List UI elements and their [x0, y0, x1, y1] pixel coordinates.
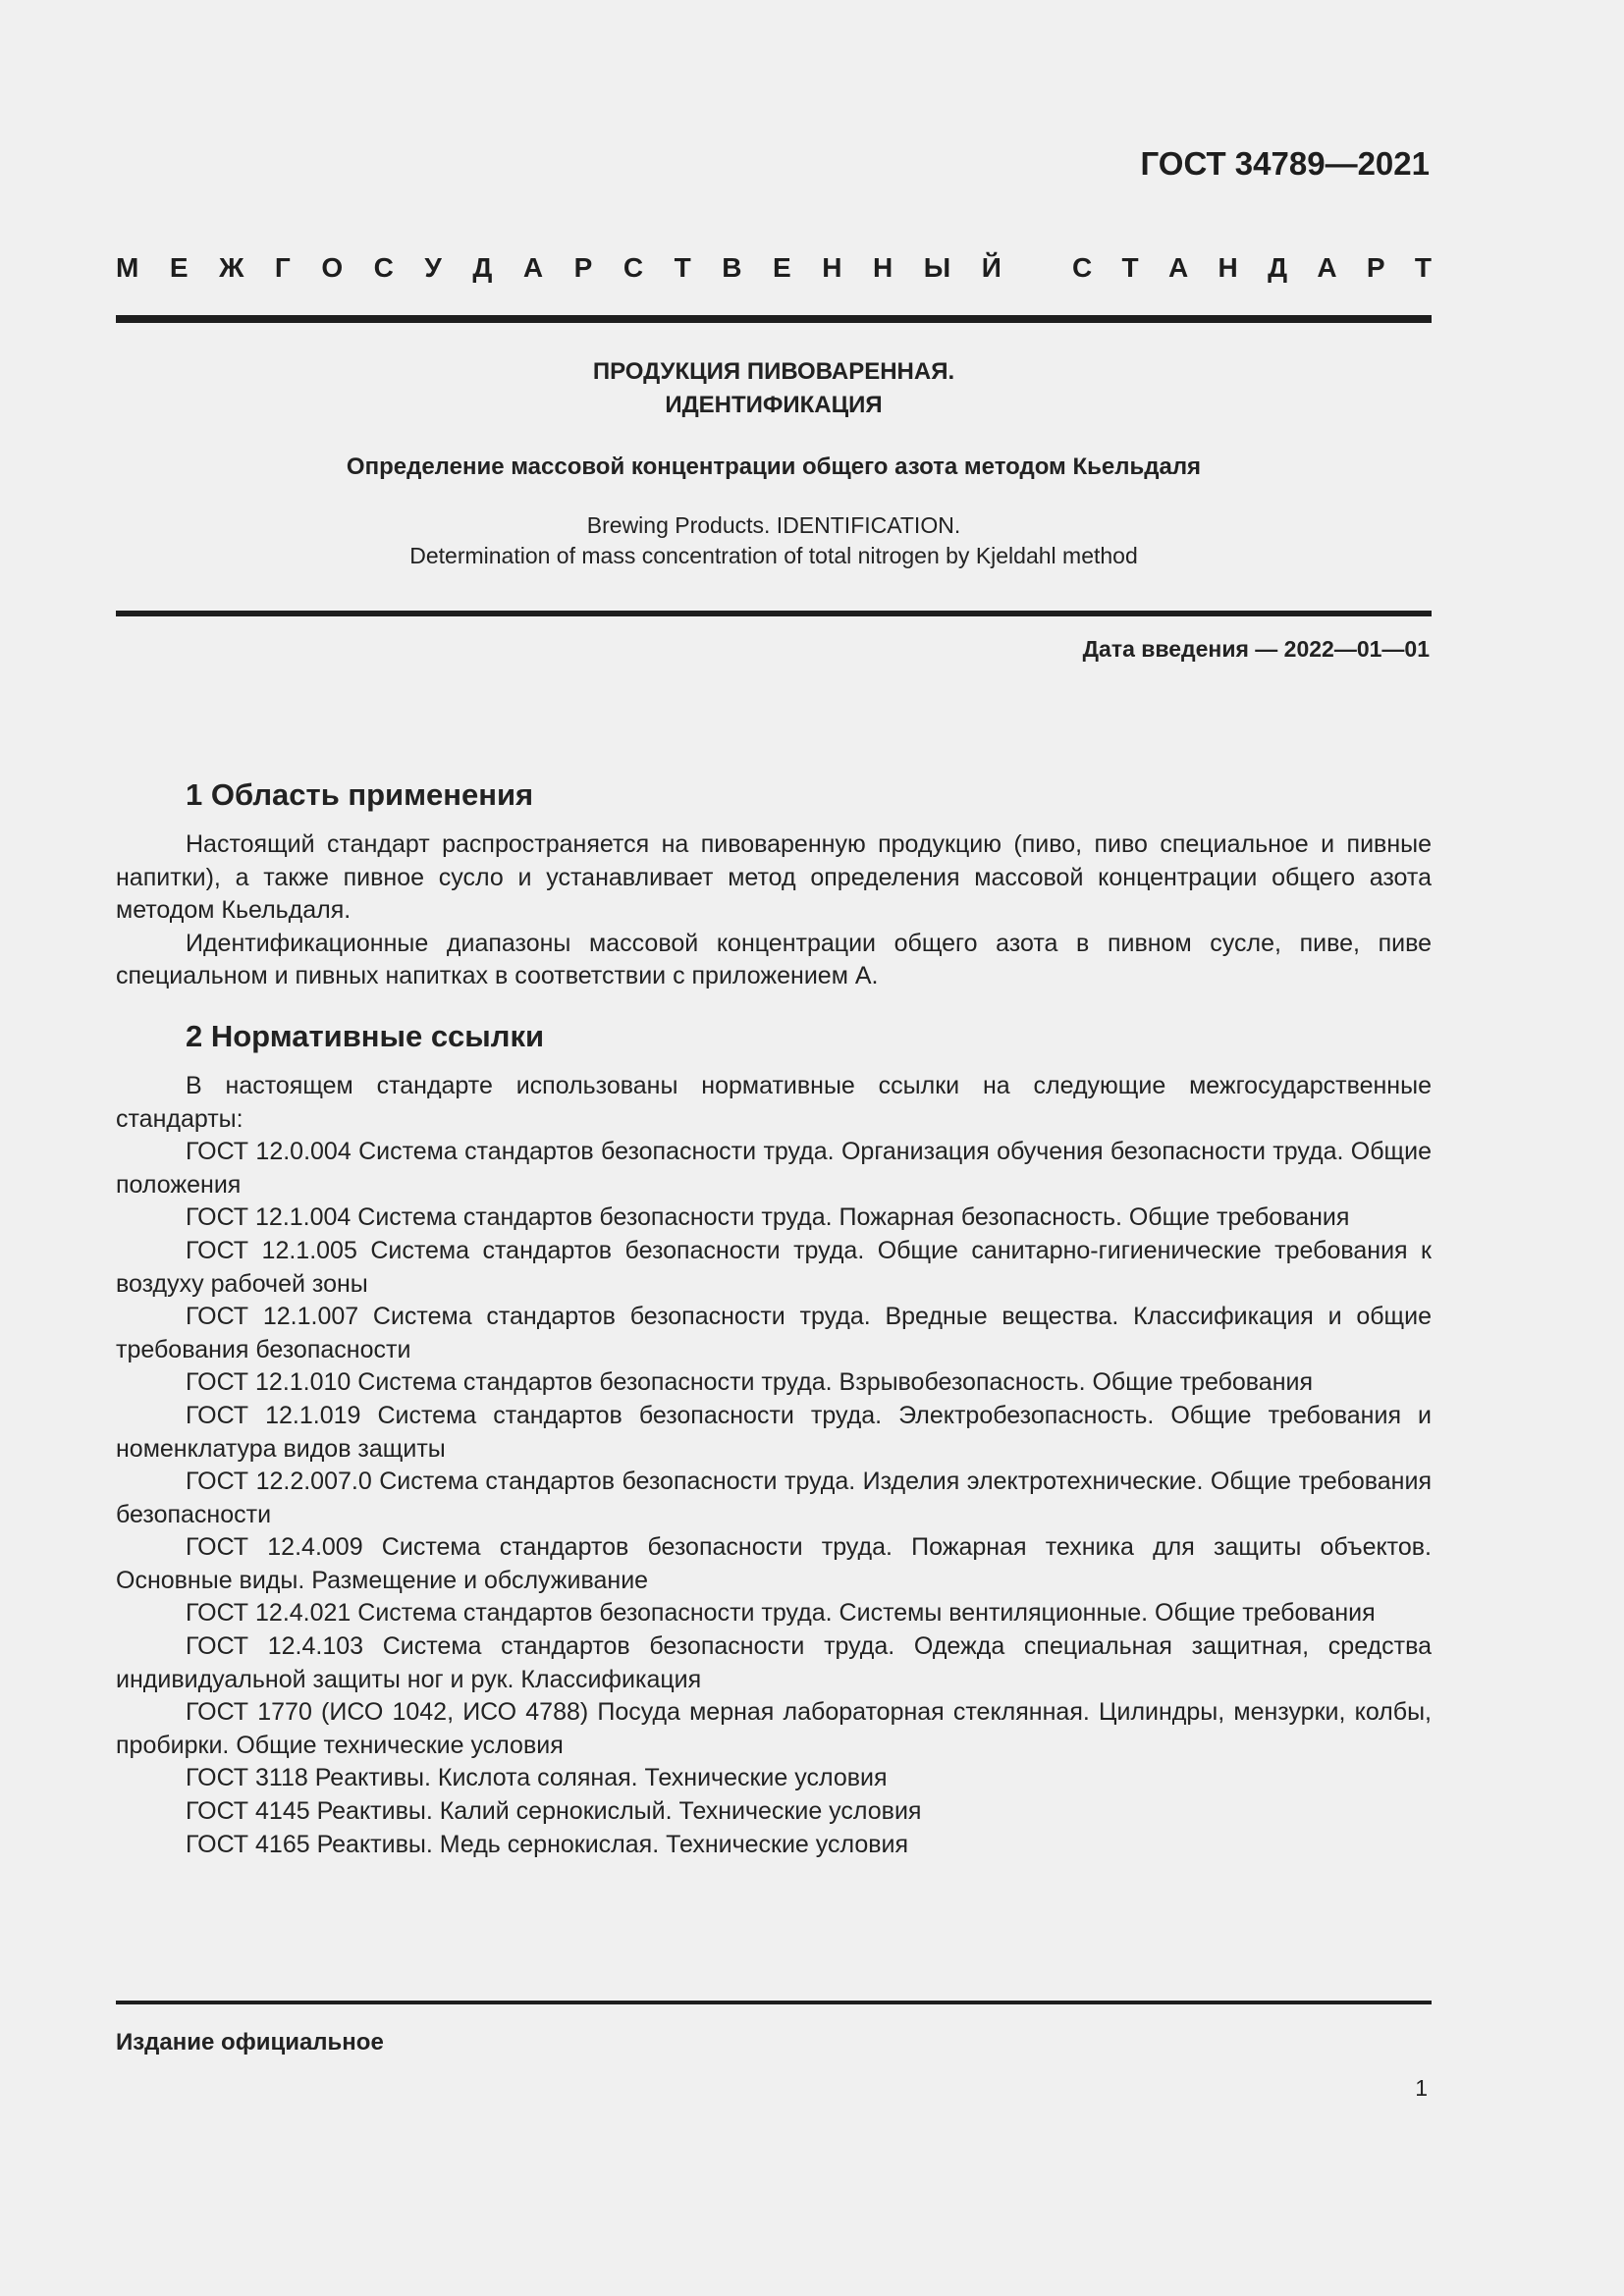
- reference-item: ГОСТ 3118 Реактивы. Кислота соляная. Технические условия: [186, 1764, 888, 1792]
- heading-letter: Н: [872, 252, 893, 283]
- heading-letter: С: [373, 252, 394, 283]
- reference-item: ГОСТ 12.2.007.0 Система стандартов безопасности труда. Изделия электротехнические. Общие требования безопасности: [116, 1468, 1432, 1528]
- reference-item: ГОСТ 12.0.004 Система стандартов безопасности труда. Организация обучения безопасности труда. Общие положения: [116, 1138, 1432, 1199]
- product-title-line: ИДЕНТИФИКАЦИЯ: [665, 392, 883, 418]
- heading-letter: А: [1167, 252, 1189, 283]
- page-number: 1: [1415, 2075, 1428, 2101]
- heading-letter: Е: [169, 252, 189, 283]
- heading-letter: Р: [573, 252, 593, 283]
- standard-word: [1072, 252, 1432, 284]
- reference-item: ГОСТ 12.4.103 Система стандартов безопасности труда. Одежда специальная защитная, средства индивидуальной защиты ног и рук. Классификация: [116, 1632, 1432, 1693]
- heading-letter: Г: [274, 252, 291, 283]
- reference-item: ГОСТ 12.1.019 Система стандартов безопасности труда. Электробезопасность. Общие требования и номенклатура видов защиты: [116, 1401, 1432, 1463]
- heading-letter: Т: [1121, 252, 1139, 283]
- middle-divider: [116, 611, 1432, 616]
- heading-letter: Ж: [219, 252, 244, 283]
- edition-label: Издание официальное: [116, 2029, 384, 2056]
- introduction-date: Дата введения — 2022—01—01: [1082, 636, 1430, 662]
- reference-item: ГОСТ 12.4.009 Система стандартов безопасности труда. Пожарная техника для защиты объектов. Основные виды. Размещение и обслуживание: [116, 1533, 1432, 1594]
- english-title: [116, 510, 1432, 571]
- reference-item: ГОСТ 12.4.021 Система стандартов безопасности труда. Системы вентиляционные. Общие требования: [186, 1599, 1376, 1628]
- gost-number: ГОСТ 34789—2021: [1140, 145, 1430, 182]
- heading-letter: С: [1072, 252, 1093, 283]
- product-title: [116, 355, 1432, 422]
- reference-item: ГОСТ 1770 (ИСО 1042, ИСО 4788) Посуда мерная лабораторная стеклянная. Цилиндры, мензурки, колбы, пробирки. Общие технические условия: [116, 1698, 1432, 1759]
- heading-letter: А: [1317, 252, 1337, 283]
- document-body: [116, 775, 1432, 1861]
- paragraph: Настоящий стандарт распространяется на пивоваренную продукцию (пиво, пиво специальное и пивные напитки), а также пивное сусло и устанавливает метод определения массовой концентрации общего азота методом Кьельдаля.: [116, 830, 1432, 925]
- english-title-line: Determination of mass concentration of total nitrogen by Kjeldahl method: [409, 543, 1138, 568]
- heading-letter: Е: [773, 252, 791, 283]
- top-divider: [116, 315, 1432, 323]
- english-title-line: Brewing Products. IDENTIFICATION.: [586, 512, 961, 538]
- heading-letter: Р: [1366, 252, 1385, 283]
- heading-letter: А: [522, 252, 544, 283]
- heading-letter: В: [722, 252, 742, 283]
- reference-item: ГОСТ 12.1.007 Система стандартов безопасности труда. Вредные вещества. Классификация и общие требования безопасности: [116, 1303, 1432, 1363]
- interstate-word: [116, 252, 1001, 284]
- heading-letter: Н: [822, 252, 842, 283]
- heading-letter: Ы: [923, 252, 951, 283]
- heading-letter: У: [424, 252, 442, 283]
- reference-item: ГОСТ 4165 Реактивы. Медь сернокислая. Технические условия: [186, 1830, 909, 1858]
- heading-letter: Д: [1268, 252, 1288, 283]
- section-heading: 2 Нормативные ссылки: [186, 1018, 545, 1053]
- method-title: Определение массовой концентрации общего азота методом Кьельдаля: [346, 454, 1202, 480]
- product-title-line: ПРОДУКЦИЯ ПИВОВАРЕННАЯ.: [592, 358, 955, 385]
- heading-letter: О: [321, 252, 344, 283]
- heading-letter: М: [116, 252, 139, 283]
- interstate-standard-heading: [116, 252, 1432, 284]
- footer-divider: [116, 2001, 1432, 2004]
- heading-letter: Н: [1218, 252, 1238, 283]
- heading-letter: Т: [674, 252, 691, 283]
- paragraph: В настоящем стандарте использованы нормативные ссылки на следующие межгосударственные стандарты:: [116, 1071, 1432, 1133]
- heading-letter: С: [623, 252, 644, 283]
- reference-item: ГОСТ 4145 Реактивы. Калий сернокислый. Технические условия: [186, 1797, 922, 1826]
- reference-item: ГОСТ 12.1.005 Система стандартов безопасности труда. Общие санитарно-гигиенические требования к воздуху рабочей зоны: [116, 1236, 1432, 1298]
- paragraph: Идентификационные диапазоны массовой концентрации общего азота в пивном сусле, пиве, пиве специальном и пивных напитках в соответствии с приложением А.: [116, 929, 1432, 990]
- heading-letter: Д: [472, 252, 493, 283]
- heading-letter: Т: [1414, 252, 1432, 283]
- section-heading: 1 Область применения: [186, 777, 534, 812]
- reference-item: ГОСТ 12.1.004 Система стандартов безопасности труда. Пожарная безопасность. Общие требования: [186, 1203, 1350, 1232]
- heading-letter: Й: [981, 252, 1001, 283]
- reference-item: ГОСТ 12.1.010 Система стандартов безопасности труда. Взрывобезопасность. Общие требования: [186, 1368, 1314, 1397]
